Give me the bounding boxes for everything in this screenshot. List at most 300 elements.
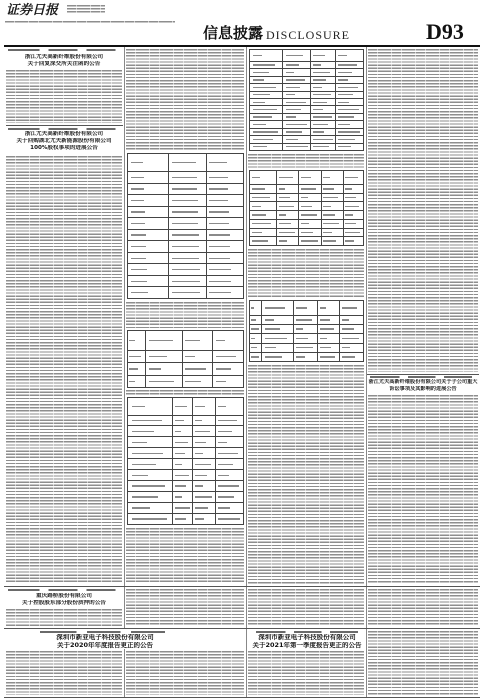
section-divider (4, 586, 480, 587)
table-cell-text (132, 507, 151, 508)
table-cell (311, 144, 336, 151)
table-cell-text (218, 420, 237, 421)
table-cell (183, 331, 214, 351)
table-cell (128, 172, 169, 184)
table-cell-text (252, 240, 267, 241)
table-cell (216, 448, 244, 459)
masthead-date-contact (5, 21, 175, 24)
table-cell-text (131, 292, 147, 293)
table-cell-text (253, 64, 275, 65)
table-cell-text (279, 232, 295, 233)
table-cell (336, 69, 364, 76)
table-cell-text (338, 94, 353, 95)
table-cell-text (313, 102, 327, 103)
table-cell-text (345, 177, 358, 178)
data-table (249, 170, 364, 246)
table-cell-text (253, 94, 271, 95)
table-cell-text (209, 258, 230, 259)
table-cell-text (338, 72, 352, 73)
table-cell-text (286, 64, 299, 65)
table-cell (207, 241, 244, 253)
table-cell-text (132, 485, 166, 486)
table-cell-text (195, 496, 212, 497)
table-cell-text (345, 197, 355, 198)
table-cell-text (149, 340, 173, 341)
table-cell (207, 172, 244, 184)
table-cell (322, 220, 344, 229)
table-cell-text (345, 188, 351, 189)
table-cell (318, 301, 340, 316)
table-cell-text (301, 197, 308, 198)
table-cell-text (218, 431, 232, 432)
table-cell-text (345, 206, 359, 207)
table-cell (277, 185, 299, 194)
table-cell (193, 492, 216, 503)
table-cell (322, 237, 344, 246)
table-cell (336, 92, 364, 99)
table-cell (173, 416, 193, 427)
table-cell-text (195, 507, 208, 508)
table-cell-text (209, 211, 228, 212)
table-cell-text (338, 131, 360, 132)
table-cell-text (253, 109, 278, 110)
table-cell-text (218, 518, 240, 519)
announcement-title-line: 浙江尤夫高新纤维股份有限公司关于子公司重大 (368, 379, 478, 385)
table-cell (311, 62, 336, 69)
table-cell (336, 50, 364, 62)
data-table (127, 330, 244, 388)
table-cell-text (172, 281, 200, 282)
announcement-title-line: 深圳市新亚电子科技股份有限公司 (56, 634, 154, 641)
table-cell (311, 106, 336, 113)
table-cell-text (172, 177, 197, 178)
table-cell-text (216, 381, 226, 382)
table-cell-text (132, 518, 167, 519)
table-cell-text (129, 356, 141, 357)
table-cell (216, 416, 244, 427)
table-cell-text (195, 442, 206, 443)
table-cell-text (265, 356, 282, 357)
table-cell (173, 459, 193, 470)
table-cell (128, 207, 169, 219)
table-cell-text (313, 146, 329, 147)
body-text (248, 589, 364, 626)
table-cell-text (279, 214, 287, 215)
body-text (368, 395, 478, 584)
table-cell-text (345, 232, 360, 233)
table-cell-text (185, 368, 206, 369)
table-cell (128, 416, 173, 427)
table-cell (250, 194, 277, 203)
body-text (368, 589, 478, 626)
table-cell (250, 50, 283, 62)
table-cell-text (216, 368, 231, 369)
table-cell-text (253, 72, 270, 73)
table-cell (262, 334, 294, 343)
table-cell-text (175, 518, 187, 519)
table-cell (128, 514, 173, 525)
table-cell (250, 344, 262, 353)
table-cell-text (185, 381, 201, 382)
table-cell-text (338, 87, 358, 88)
table-cell-text (342, 307, 358, 308)
table-cell-text (175, 464, 182, 465)
table-cell (294, 325, 318, 334)
table-cell (169, 241, 206, 253)
table-cell (173, 426, 193, 437)
table-cell (173, 470, 193, 481)
table-cell-text (286, 55, 304, 56)
table-cell-text (320, 328, 335, 329)
table-cell (311, 121, 336, 128)
table-cell-text (209, 200, 228, 201)
table-cell (128, 331, 146, 351)
table-cell (311, 92, 336, 99)
table-cell-text (195, 518, 205, 519)
table-cell-text (323, 206, 331, 207)
table-cell-text (172, 162, 196, 163)
table-cell-text (338, 102, 348, 103)
table-cell-text (172, 246, 199, 247)
table-cell-text (131, 200, 144, 201)
table-cell (128, 184, 169, 196)
table-cell (193, 437, 216, 448)
table-cell-text (172, 234, 199, 235)
table-cell (283, 129, 311, 136)
table-cell (318, 316, 340, 325)
table-cell (340, 334, 364, 343)
table-cell (336, 77, 364, 84)
table-cell (283, 84, 311, 91)
table-cell (250, 77, 283, 84)
table-cell-text (218, 453, 238, 454)
table-cell (169, 184, 206, 196)
body-text (6, 156, 122, 584)
table-cell (193, 503, 216, 514)
table-cell (173, 448, 193, 459)
table-cell-text (338, 146, 351, 147)
table-cell-text (218, 464, 233, 465)
table-cell (336, 62, 364, 69)
table-cell-text (253, 131, 279, 132)
table-cell (207, 230, 244, 242)
table-cell-text (175, 431, 181, 432)
table-cell-text (313, 116, 332, 117)
announcement-title-line: 深圳市新亚电子科技股份有限公司 (258, 634, 356, 641)
table-cell-text (132, 431, 155, 432)
table-cell-text (251, 319, 257, 320)
table-cell (216, 459, 244, 470)
table-cell (128, 195, 169, 207)
table-cell (340, 344, 364, 353)
column-divider (124, 47, 125, 628)
table-cell-text (185, 340, 199, 341)
table-cell-text (132, 464, 156, 465)
table-cell (250, 106, 283, 113)
table-cell-text (172, 223, 198, 224)
body-text (248, 365, 364, 584)
table-cell (183, 363, 214, 375)
table-cell-text (251, 307, 254, 308)
table-cell (299, 229, 321, 238)
table-cell (250, 129, 283, 136)
table-cell (262, 301, 294, 316)
table-cell (128, 437, 173, 448)
table-cell-text (218, 406, 226, 407)
table-cell (216, 470, 244, 481)
table-cell (169, 264, 206, 276)
table-cell (340, 301, 364, 316)
table-cell-text (149, 368, 161, 369)
table-cell (283, 50, 311, 62)
table-cell-text (313, 55, 325, 56)
table-cell-text (195, 431, 210, 432)
table-cell-text (195, 453, 203, 454)
table-cell (169, 154, 206, 172)
table-cell (299, 211, 321, 220)
table-cell-text (323, 177, 330, 178)
table-cell (322, 171, 344, 185)
table-cell-text (132, 420, 162, 421)
table-cell (344, 185, 364, 194)
table-cell (169, 276, 206, 288)
table-cell-text (131, 269, 147, 270)
table-cell (311, 77, 336, 84)
table-cell-text (209, 188, 228, 189)
table-cell-text (338, 55, 346, 56)
body-text (368, 49, 478, 372)
table-cell-text (252, 223, 271, 224)
table-cell (146, 363, 183, 375)
table-cell (250, 84, 283, 91)
table-cell (299, 220, 321, 229)
body-text (126, 651, 244, 695)
table-cell-text (175, 496, 183, 497)
table-cell-text (175, 406, 188, 407)
announcement-divider (6, 125, 123, 126)
table-cell (128, 470, 173, 481)
table-cell-text (279, 206, 294, 207)
table-cell-text (172, 211, 198, 212)
table-cell (128, 503, 173, 514)
table-cell-text (279, 188, 286, 189)
table-cell (216, 437, 244, 448)
table-cell (318, 325, 340, 334)
table-cell (311, 50, 336, 62)
table-cell (128, 459, 173, 470)
stock-code-line (256, 631, 362, 633)
table-cell (318, 334, 340, 343)
table-cell (128, 376, 146, 388)
table-cell (311, 99, 336, 106)
table-cell (336, 144, 364, 151)
table-cell (283, 69, 311, 76)
table-cell-text (313, 124, 328, 125)
table-cell (128, 351, 146, 363)
table-cell-text (338, 79, 347, 80)
table-cell (250, 69, 283, 76)
table-cell-text (132, 453, 164, 454)
table-cell-text (209, 246, 229, 247)
table-cell-text (301, 214, 317, 215)
table-cell (173, 503, 193, 514)
table-cell-text (338, 109, 359, 110)
table-cell-text (216, 356, 236, 357)
table-cell (250, 185, 277, 194)
table-cell (262, 325, 294, 334)
body-text (368, 631, 478, 695)
table-cell (207, 276, 244, 288)
table-cell-text (209, 234, 229, 235)
table-cell (250, 237, 277, 246)
table-cell (128, 492, 173, 503)
table-cell (262, 353, 294, 362)
table-cell-text (172, 258, 199, 259)
table-cell-text (301, 206, 313, 207)
table-cell-text (131, 177, 143, 178)
body-text (248, 154, 364, 168)
table-cell (283, 62, 311, 69)
table-cell (128, 218, 169, 230)
table-cell-text (209, 281, 230, 282)
table-cell-text (345, 223, 356, 224)
table-cell-text (265, 347, 276, 348)
table-cell (277, 171, 299, 185)
table-cell (322, 229, 344, 238)
table-cell (146, 351, 183, 363)
table-cell-text (265, 307, 285, 308)
table-cell-text (320, 347, 332, 348)
table-cell (294, 316, 318, 325)
newspaper-logo: 证券日报 (6, 3, 59, 18)
announcement-title-line: 关于控股股东部分股份质押的公告 (22, 600, 106, 606)
table-cell-text (175, 442, 188, 443)
table-cell (169, 230, 206, 242)
table-cell (193, 426, 216, 437)
table-cell-text (320, 356, 336, 357)
table-cell-text (131, 188, 144, 189)
table-cell-text (301, 223, 309, 224)
table-cell (207, 207, 244, 219)
table-cell (336, 114, 364, 121)
body-text (6, 609, 122, 626)
table-cell-text (342, 328, 354, 329)
table-cell (173, 492, 193, 503)
table-cell-text (342, 319, 350, 320)
table-cell (344, 237, 364, 246)
masthead-rule (4, 45, 480, 47)
table-cell (336, 136, 364, 143)
table-cell-text (251, 356, 259, 357)
table-cell-text (218, 507, 230, 508)
table-cell-text (131, 162, 143, 163)
table-cell-text (131, 258, 146, 259)
table-cell (216, 514, 244, 525)
data-table (249, 300, 364, 362)
table-cell (283, 144, 311, 151)
table-cell (322, 211, 344, 220)
table-cell-text (175, 485, 186, 486)
table-cell-text (313, 79, 326, 80)
table-cell (207, 184, 244, 196)
table-cell (213, 363, 244, 375)
table-cell-text (313, 139, 333, 140)
table-cell (193, 448, 216, 459)
table-cell (299, 185, 321, 194)
page-bottom-rule (4, 697, 480, 698)
table-cell-text (296, 319, 312, 320)
body-text (126, 49, 244, 151)
column-divider (124, 649, 125, 697)
table-cell (322, 202, 344, 211)
table-cell-text (296, 338, 309, 339)
table-cell (250, 316, 262, 325)
stock-code-line (8, 49, 120, 51)
section-title: 信息披露 (203, 24, 264, 42)
table-cell-text (301, 240, 318, 241)
table-cell (283, 106, 311, 113)
table-cell-text (132, 406, 145, 407)
table-cell (318, 353, 340, 362)
table-cell-text (323, 223, 339, 224)
table-cell (128, 230, 169, 242)
table-cell (207, 264, 244, 276)
section-divider (4, 628, 480, 629)
table-cell-text (313, 94, 331, 95)
table-cell-text (195, 420, 202, 421)
table-cell-text (251, 338, 255, 339)
table-cell (213, 376, 244, 388)
announcement-title-line: 关于2021年第一季度报告更正的公告 (252, 641, 362, 649)
announcement-title (30, 634, 180, 649)
table-cell (216, 426, 244, 437)
table-cell (128, 363, 146, 375)
table-cell-text (131, 234, 145, 235)
table-cell (250, 301, 262, 316)
table-cell-text (252, 232, 262, 233)
table-cell-text (129, 381, 135, 382)
table-cell-text (209, 269, 230, 270)
table-cell (250, 114, 283, 121)
table-cell (128, 276, 169, 288)
table-cell (283, 136, 311, 143)
table-cell-text (172, 200, 197, 201)
table-cell (169, 195, 206, 207)
table-cell (250, 334, 262, 343)
table-cell (294, 353, 318, 362)
table-cell (283, 92, 311, 99)
table-cell (336, 121, 364, 128)
table-cell-text (253, 79, 264, 80)
table-cell-text (218, 475, 229, 476)
table-cell (169, 207, 206, 219)
table-cell (318, 344, 340, 353)
table-cell (250, 121, 283, 128)
table-cell (183, 376, 214, 388)
table-cell-text (216, 340, 225, 341)
table-cell (336, 99, 364, 106)
announcement-title (6, 131, 122, 152)
table-cell (250, 353, 262, 362)
table-cell-text (345, 214, 352, 215)
table-cell-text (209, 223, 229, 224)
table-cell (262, 344, 294, 353)
table-cell-text (286, 124, 307, 125)
table-cell (283, 77, 311, 84)
table-cell-text (195, 406, 206, 407)
table-cell-text (251, 347, 257, 348)
table-cell-text (313, 87, 322, 88)
